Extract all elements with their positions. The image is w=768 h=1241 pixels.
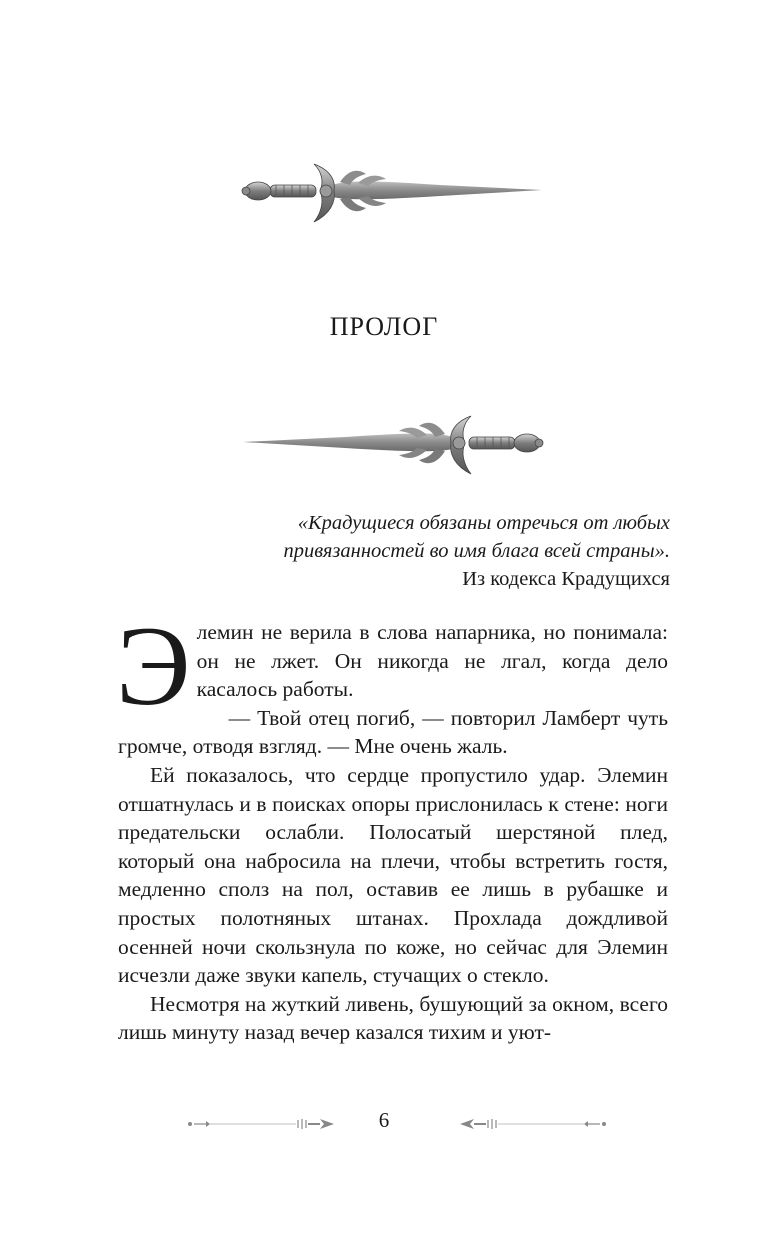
epigraph-line: привязанностей во имя блага всей страны». [283,540,670,562]
paragraph-text: лемин не верила в слова напарника, но понимала: он не лжет. Он никогда не лгал, когда дело касалось работы. [196,620,668,702]
paragraph [116,604,668,729]
epigraph [200,509,670,593]
paragraph: — Твой отец погиб, — повторил Ламберт чуть громче, отводя взгляд. — Мне очень жаль. [118,705,668,759]
filigree-divider-icon [458,1116,608,1132]
filigree-divider-icon [186,1116,336,1132]
page-footer [0,1108,768,1138]
sword-icon [240,152,545,230]
paragraph: Несмотря на жуткий ливень, бушующий за окном, всего лишь минуту назад вечер казался тихим и уют- [118,991,668,1045]
drop-cap: Э [116,604,191,729]
sword-icon [240,404,545,482]
chapter-title: ПРОЛОГ [329,312,439,341]
epigraph-source: Из кодекса Крадущихся [462,568,670,590]
epigraph-line: «Крадущиеся обязаны отречься от любых [297,512,670,534]
page-number: 6 [378,1108,390,1132]
chapter-body [116,604,668,1047]
paragraph: Ей показалось, что сердце пропустило удар. Элемин отшатнулась и в поисках опоры прислонилась к стене: ноги предательски ослабли. Полосатый шерстяной плед, который она набросила на плечи, чтобы встретить гостя, медленно сполз на пол, оставив ее лишь в рубашке и простых полотняных штанах. Прохлада дождливой осенней ночи скользнула по коже, но сейчас для Элемин исчезли даже звуки капель, стучащих о стекло. [118,762,668,988]
